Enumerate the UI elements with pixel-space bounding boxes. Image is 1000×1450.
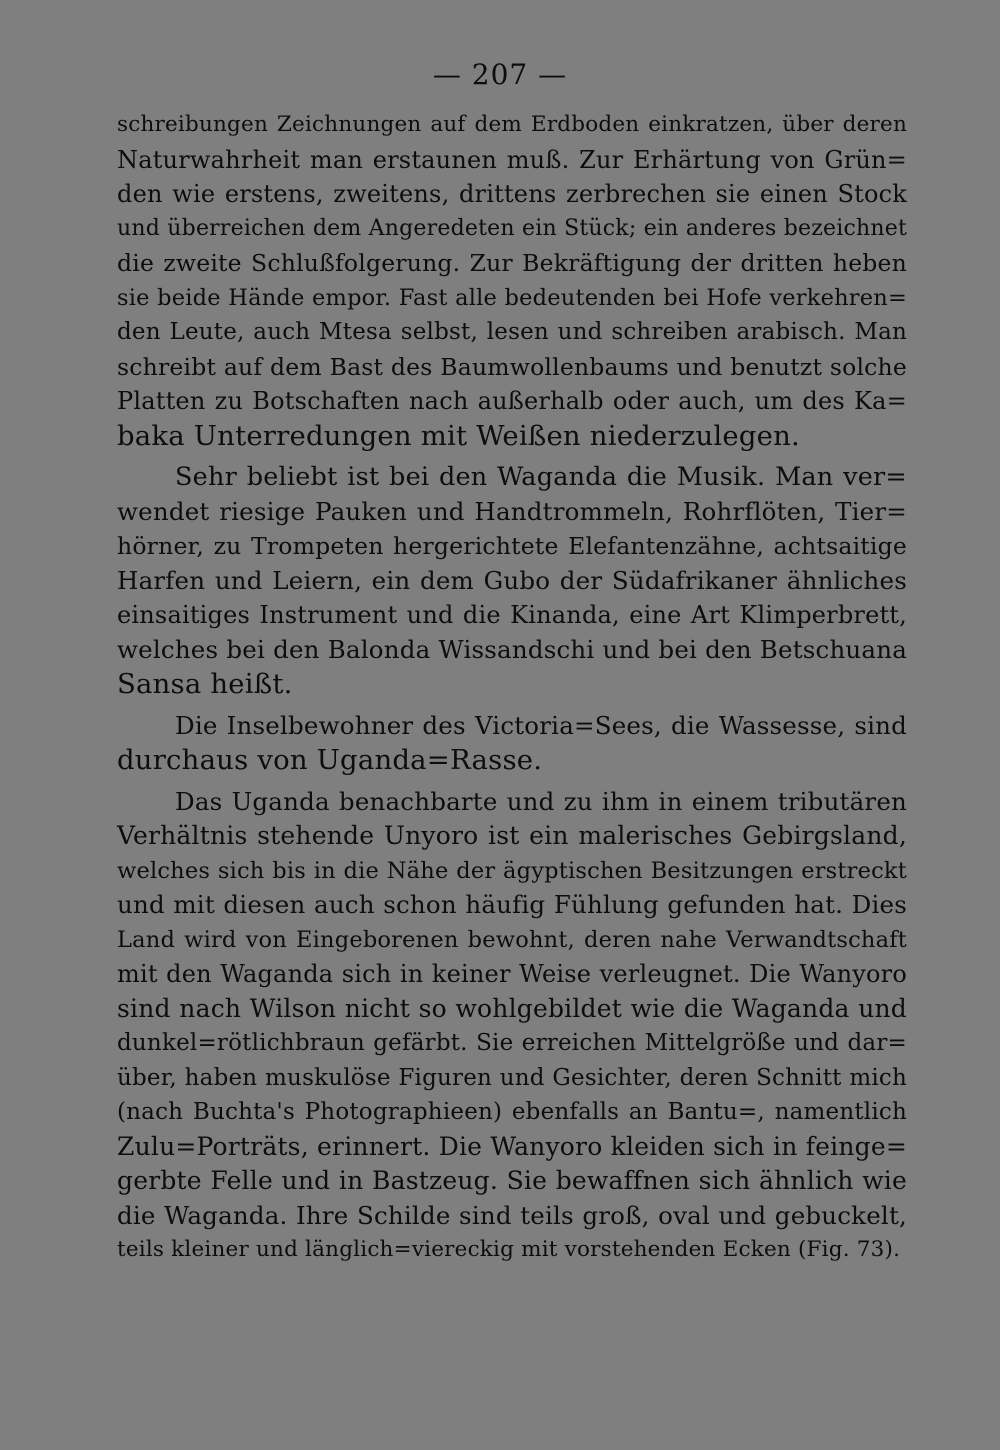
paragraph [117,785,907,1268]
text-line: welches bei den Balonda Wissandschi und bei den Betschuana [117,634,907,664]
text-line: sie beide Hände empor. Fast alle bedeutenden bei Hofe verkehren= [117,284,907,311]
text-line: sind nach Wilson nicht so wohlgebildet wie die Waganda und [117,993,907,1023]
text-line: Land wird von Eingeborenen bewohnt, deren nahe Verwandtschaft [117,926,907,953]
paragraph-gap [117,702,907,709]
text-line: baka Unterredungen mit Weißen niederzulegen. [117,419,800,452]
text-line: (nach Buchta's Photographieen) ebenfalls an Bantu=, namentlich [117,1099,907,1125]
text-line: und überreichen dem Angeredeten ein Stück; ein anderes bezeichnet [117,215,907,241]
text-line: mit den Waganda sich in keiner Weise verleugnet. Die Wanyoro [117,960,907,988]
text-line: Verhältnis stehende Unyoro ist ein malerisches Gebirgsland, [117,821,907,850]
text-line: die zweite Schlußfolgerung. Zur Bekräftigung der dritten heben [117,249,907,277]
text-line: und mit diesen auch schon häufig Fühlung gefunden hat. Dies [117,890,907,919]
text-line: die Waganda. Ihre Schilde sind teils groß, oval und gebuckelt, [117,1200,907,1230]
text-line: Naturwahrheit man erstaunen muß. Zur Erhärtung von Grün= [117,145,907,174]
text-line: Sansa heißt. [117,668,293,700]
text-line: durchaus von Uganda=Rasse. [117,744,543,776]
text-line: schreibungen Zeichnungen auf dem Erdboden einkratzen, über deren [117,112,907,137]
text-line: Die Inselbewohner des Victoria=Sees, die Wassesse, sind [175,710,907,740]
body-text [117,108,907,1268]
text-line: Das Uganda benachbarte und zu ihm in einem tributären [175,786,907,816]
paragraph [117,108,907,453]
paragraph-gap [117,778,907,785]
text-line: wendet riesige Pauken und Handtrommeln, Rohrflöten, Tier= [117,496,907,526]
page-number: — 207 — [432,58,568,91]
text-line: einsaitiges Instrument und die Kinanda, eine Art Klimperbrett, [117,601,907,629]
text-line: welches sich bis in die Nähe der ägyptischen Besitzungen erstreckt [117,857,907,884]
text-line: Sehr beliebt ist bei den Waganda die Musik. Man ver= [175,462,907,492]
text-line: dunkel=rötlichbraun gefärbt. Sie erreichen Mittelgröße und dar= [117,1030,907,1056]
paragraph-gap [117,453,907,460]
text-line: Harfen und Leiern, ein dem Gubo der Südafrikaner ähnliches [117,565,907,595]
text-line: gerbte Felle und in Bastzeug. Sie bewaffnen sich ähnlich wie [117,1166,907,1195]
text-line: teils kleiner und länglich=viereckig mit vorstehenden Ecken (Fig. 73). [117,1237,901,1262]
text-line: schreibt auf dem Bast des Baumwollenbaums und benutzt solche [117,352,907,381]
text-line: Zulu=Porträts, erinnert. Die Wanyoro kleiden sich in feinge= [117,1131,907,1161]
text-line: den wie erstens, zweitens, drittens zerbrechen sie einen Stock [117,180,907,208]
paragraph [117,460,907,702]
paragraph [117,709,907,778]
text-line: den Leute, auch Mtesa selbst, lesen und schreiben arabisch. Man [117,319,907,345]
text-line: Platten zu Botschaften nach außerhalb oder auch, um des Ka= [117,387,907,415]
text-line: über, haben muskulöse Figuren und Gesichter, deren Schnitt mich [117,1064,907,1091]
text-line: hörner, zu Trompeten hergerichtete Elefantenzähne, achtsaitige [117,532,907,560]
